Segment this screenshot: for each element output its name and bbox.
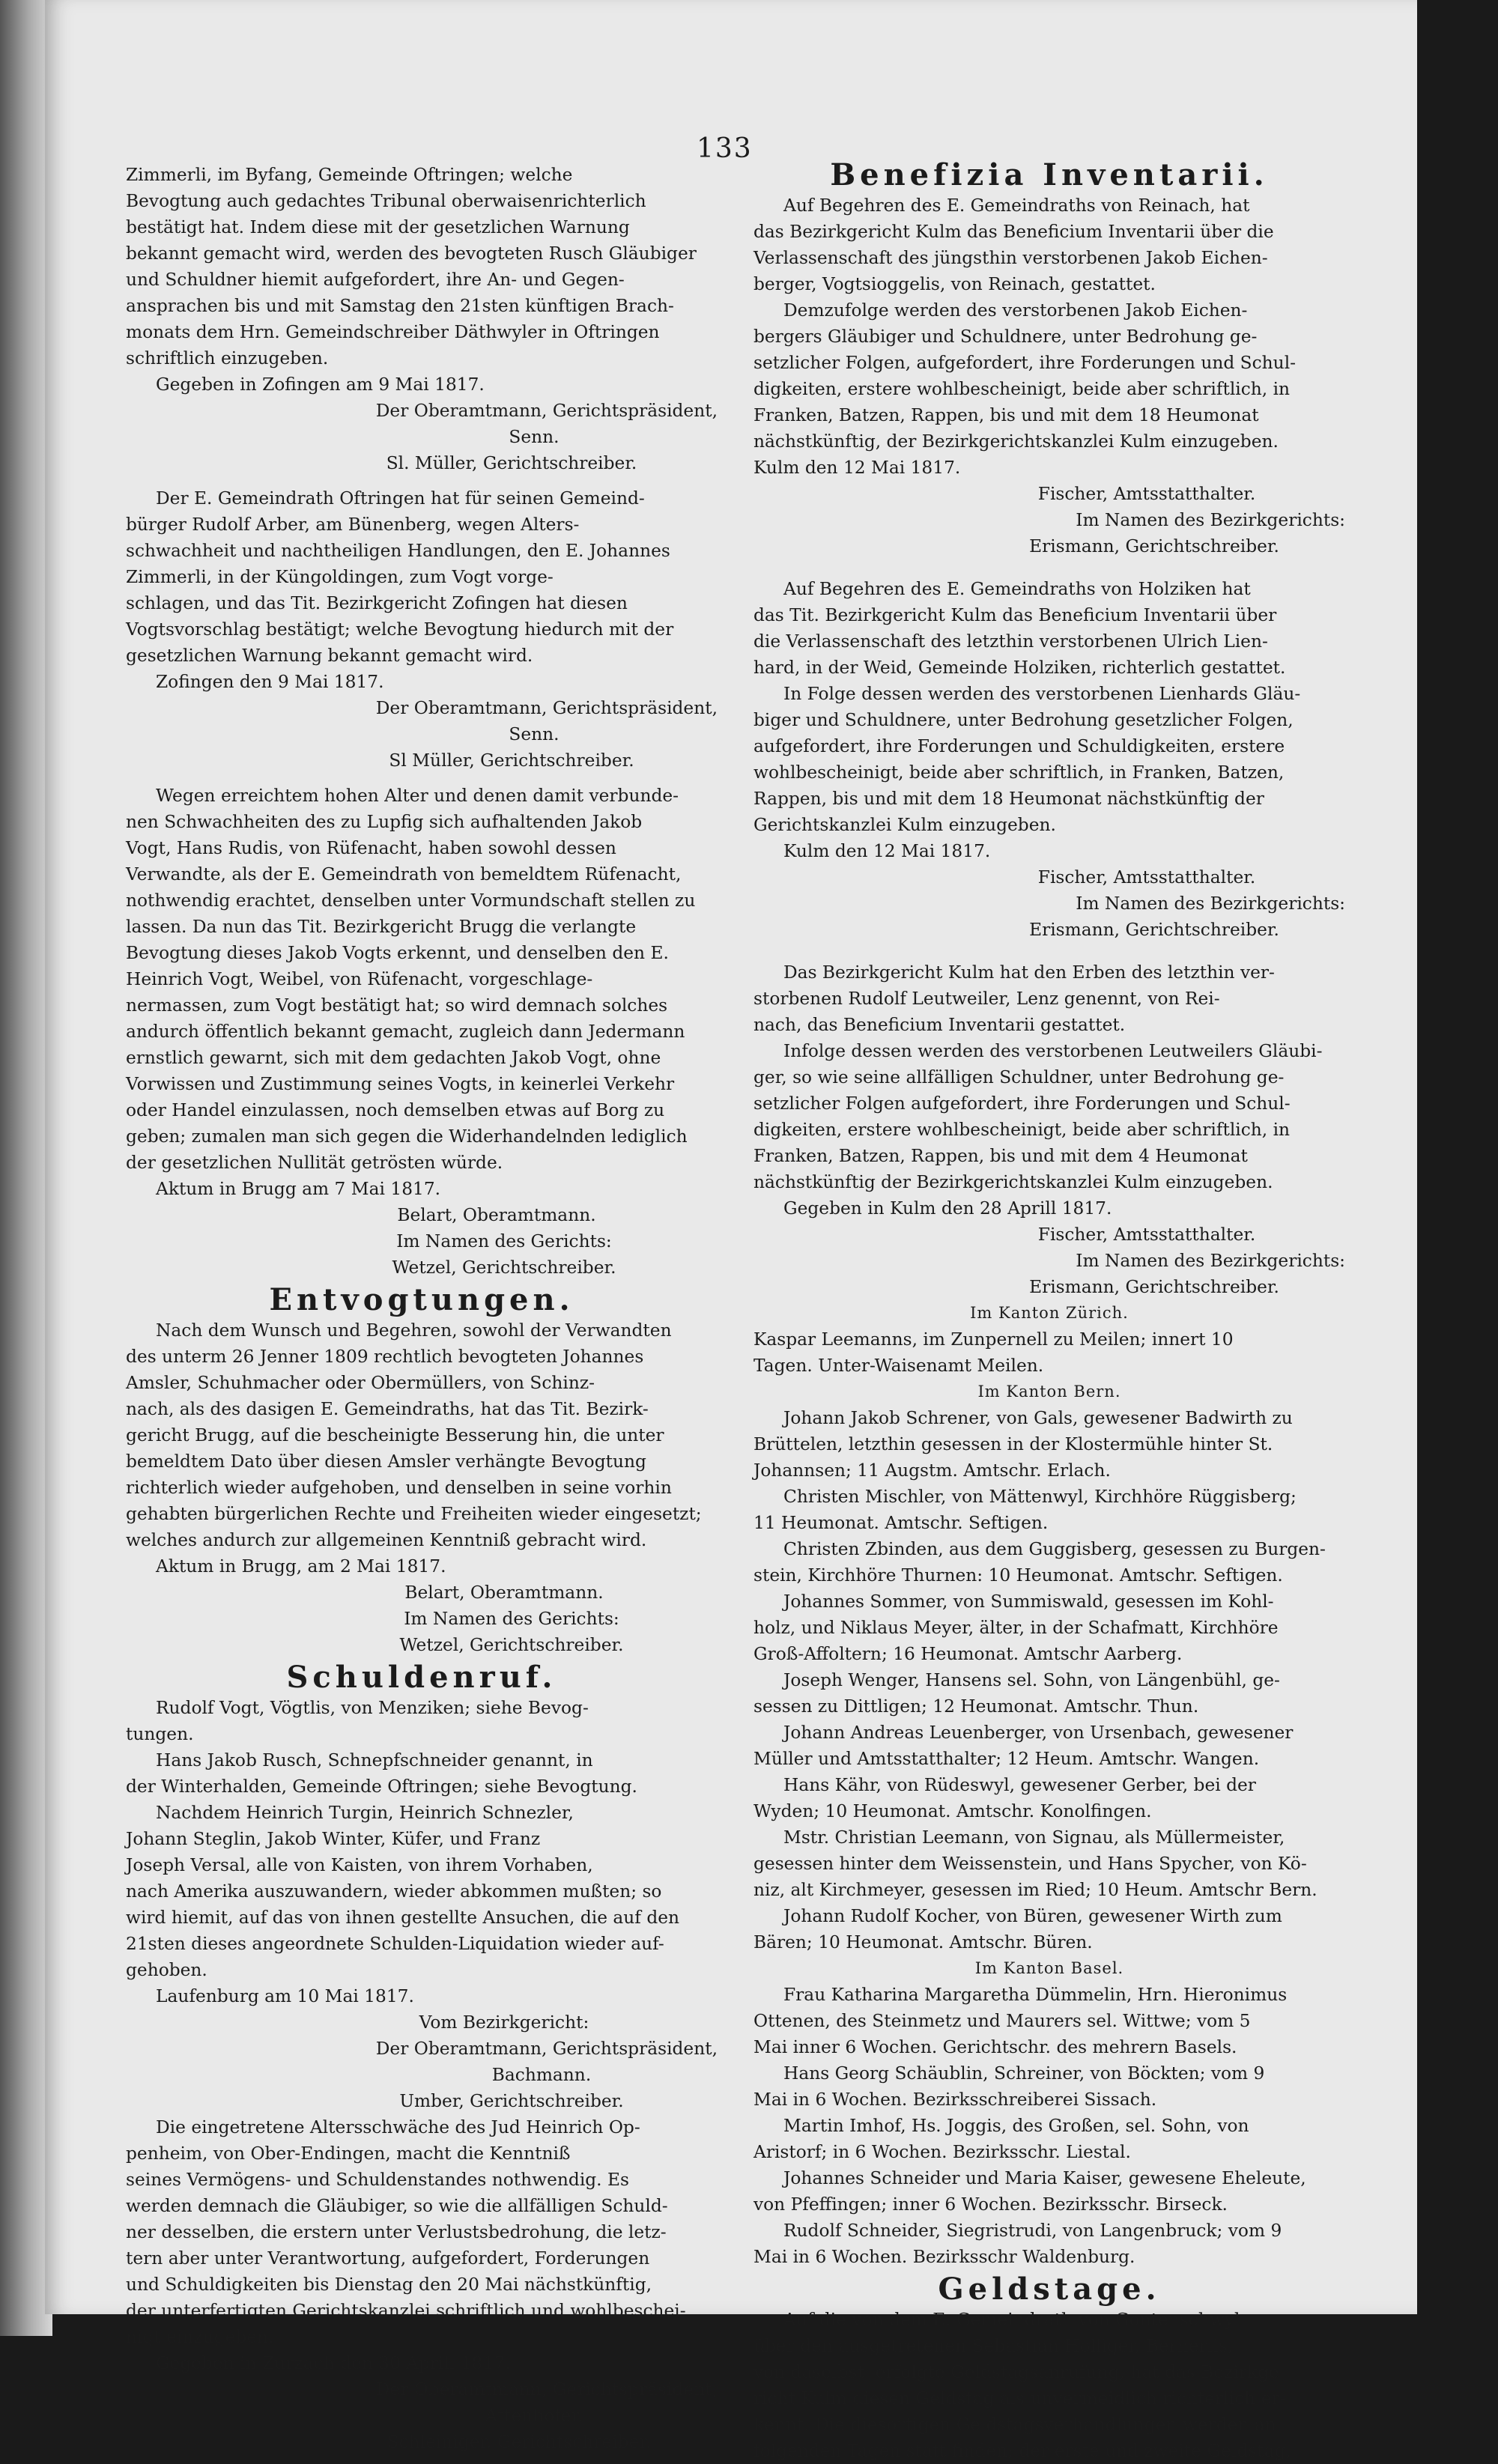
- notice-amsler: [126, 1317, 718, 1658]
- notice-date: Gegeben in Kulm den 28 Aprill 1817.: [783, 1198, 1112, 1219]
- text-line: Heinrich Vogt, Weibel, von Rüfenacht, vorgeschlage-: [126, 969, 593, 989]
- list-item: Groß-Affoltern; 16 Heumonat. Amtschr Aarberg.: [753, 1644, 1183, 1664]
- signature-line: Fischer, Amtsstatthalter.: [1037, 484, 1256, 504]
- text-line: Der E. Gemeindrath Oftringen hat für seinen Gemeind-: [156, 488, 645, 509]
- notice-lupfig: [126, 783, 718, 1281]
- signature-line: Im Namen des Bezirkgerichts:: [1076, 510, 1345, 530]
- text-line: Nachdem Heinrich Turgin, Heinrich Schnezler,: [156, 1803, 574, 1823]
- notice-date: Kulm den 12 Mai 1817.: [783, 841, 991, 861]
- text-line: der unterfertigten Gerichtskanzlei schriftlich und wohlbeschei-: [126, 2301, 686, 2321]
- text-line: Auf die von dem E. Gemeindrath von Gontenschwyl: [783, 2310, 1240, 2330]
- signature-line: Wetzel, Gerichtschreiber.: [399, 1635, 624, 1655]
- text-line: nächstkünftig, der Bezirkgerichtskanzlei Kulm einzugeben.: [753, 431, 1279, 452]
- text-line: folgenden Tagen statt finden; der erste und zweite Geldstag,: [753, 2441, 1291, 2461]
- notice-date: Gegeben in Zurzach den 30 Aprill 1817.: [156, 2353, 511, 2373]
- text-line: gehoben.: [126, 1960, 207, 1980]
- list-item: Hans Kähr, von Rüdeswyl, gewesener Gerber, bei der: [783, 1775, 1256, 1795]
- signature-line: Senn.: [509, 427, 560, 447]
- text-line: nächstkünftig der Bezirkgerichtskanzlei Kulm einzugeben.: [753, 1172, 1273, 1192]
- list-item: Rudolf Schneider, Siegristrudi, von Langenbruck; vom 9: [783, 2221, 1282, 2241]
- notice-vogt: [126, 1695, 718, 1747]
- text-line: Zimmerli, im Byfang, Gemeinde Oftringen; welche: [126, 165, 573, 185]
- text-line: von daselbst, erfolgte Geldstagsanrufung, hat das Bezirkge-: [753, 2362, 1285, 2382]
- text-line: setzlicher Folgen, aufgefordert, ihre Forderungen und Schul-: [753, 353, 1297, 373]
- columns: [126, 157, 1345, 2464]
- text-line: Joseph Versal, alle von Kaisten, von ihrem Vorhaben,: [126, 1855, 593, 1875]
- text-line: Franken, Batzen, Rappen, bis und mit dem 4 Heumonat: [753, 1146, 1248, 1166]
- text-line: tern aber unter Verantwortung, aufgefordert, Forderungen: [126, 2248, 650, 2269]
- list-bern: [753, 1405, 1345, 1955]
- signature-line: Sl. Müller, Gerichtschreiber.: [386, 453, 637, 473]
- heading-entvogtungen: Entvogtungen.: [269, 1282, 574, 1317]
- notice-kaisten: [126, 1800, 718, 2114]
- heading-schuldenruf: Schuldenruf.: [286, 1660, 557, 1695]
- signature-line: Umber, Gerichtschreiber.: [399, 2091, 624, 2111]
- list-item: Brüttelen, letzthin gesessen in der Klostermühle hinter St.: [753, 1434, 1273, 1454]
- signature-line: Belart, Oberamtmann.: [397, 1205, 596, 1225]
- notice-oppenheim: [126, 2114, 718, 2455]
- signature-line: Im Namen des Bezirkgerichts:: [1076, 893, 1345, 914]
- kanton-heading-bern: Im Kanton Bern.: [977, 1383, 1121, 1401]
- text-line: und Schuldigkeiten bis Dienstag den 20 Mai nächstkünftig,: [126, 2275, 652, 2295]
- text-line: gehabten bürgerlichen Rechte und Freiheiten wieder eingesetzt;: [126, 1504, 702, 1524]
- text-line: ner desselben, die erstern unter Verlustsbedrohung, die letz-: [126, 2222, 667, 2242]
- text-line: seines Vermögens- und Schuldenstandes nothwendig. Es: [126, 2170, 629, 2190]
- text-line: oder Handel einzulassen, noch demselben etwas auf Borg zu: [126, 1100, 665, 1120]
- text-line: Amsler, Schuhmacher oder Obermüllers, von Schinz-: [126, 1373, 595, 1393]
- list-item: Martin Imhof, Hs. Joggis, des Großen, sel. Sohn, von: [783, 2116, 1249, 2136]
- text-line: nen Schwachheiten des zu Lupfig sich aufhaltenden Jakob: [126, 812, 643, 832]
- text-line: 21sten dieses angeordnete Schulden-Liquidation wieder auf-: [126, 1934, 664, 1954]
- notice-lienhard: [753, 576, 1345, 943]
- kanton-heading-zurich: Im Kanton Zürich.: [970, 1304, 1129, 1322]
- text-line: Bevogtung dieses Jakob Vogts erkennt, und denselben den E.: [126, 943, 669, 963]
- page-number: 133: [697, 133, 753, 164]
- text-line: wird hiemit, auf das von ihnen gestellte Ansuchen, die auf den: [126, 1908, 680, 1928]
- text-line: setzlicher Folgen aufgefordert, ihre Forderungen und Schul-: [753, 1093, 1291, 1114]
- text-line: nigt einzugeben.: [126, 2327, 274, 2347]
- text-line: die Verlassenschaft des letzthin verstorbenen Ulrich Lien-: [753, 631, 1268, 652]
- signature-line: Vom Bezirkgericht:: [419, 2012, 589, 2033]
- text-line: Johann Steglin, Jakob Winter, Küfer, und Franz: [126, 1829, 541, 1849]
- list-item: Johannes Sommer, von Summiswald, gesessen im Kohl-: [783, 1591, 1274, 1612]
- list-item: sessen zu Dittligen; 12 Heumonat. Amtschr. Thun.: [753, 1696, 1199, 1717]
- signature-line: Wetzel, Gerichtschreiber.: [392, 1257, 616, 1278]
- text-line: des unterm 26 Jenner 1809 rechtlich bevogteten Johannes: [126, 1347, 644, 1367]
- text-line: nothwendig erachtet, denselben unter Vormundschaft stellen zu: [126, 890, 696, 911]
- text-line: schlagen, und das Tit. Bezirkgericht Zofingen hat diesen: [126, 593, 628, 613]
- text-line: nach Amerika auszuwandern, wieder abkommen mußten; so: [126, 1881, 662, 1902]
- signature-line: Der Oberamtmann, Gerichtspräsident,: [375, 2039, 718, 2059]
- signature-line: Erismann, Gerichtschreiber.: [1029, 536, 1279, 556]
- text-line: Verwandte, als der E. Gemeindrath von bemeldtem Rüfenacht,: [126, 864, 682, 884]
- signature-line: Erismann, Gerichtschreiber.: [1029, 920, 1279, 940]
- list-item: Aristorf; in 6 Wochen. Bezirksschr. Liestal.: [753, 2142, 1131, 2162]
- signature-line: Fischer, Amtsstatthalter.: [1037, 1225, 1256, 1245]
- text-line: gericht Brugg, auf die bescheinigte Besserung hin, die unter: [126, 1425, 664, 1445]
- list-item: Christen Zbinden, aus dem Guggisberg, gesessen zu Burgen-: [783, 1539, 1326, 1559]
- text-line: nach, das Beneficium Inventarii gestattet.: [753, 1015, 1126, 1035]
- text-line: ernstlich gewarnt, sich mit dem gedachten Jakob Vogt, ohne: [126, 1048, 661, 1068]
- newspaper-page: [45, 0, 1417, 2461]
- signature-line: Fischer, Amtsstatthalter.: [1037, 867, 1256, 887]
- list-item: Johannes Schneider und Maria Kaiser, gewesene Eheleute,: [783, 2168, 1306, 2188]
- list-item: Frau Katharina Margaretha Dümmelin, Hrn. Hieronimus: [783, 1985, 1288, 2005]
- text-line: richterlich wieder aufgehoben, und denselben in seine vorhin: [126, 1478, 672, 1498]
- text-line: Wegen erreichtem hohen Alter und denen damit verbunde-: [156, 786, 679, 806]
- list-item: Joseph Wenger, Hansens sel. Sohn, von Längenbühl, ge-: [783, 1670, 1280, 1690]
- text-line: das Bezirkgericht Kulm das Beneficium Inventarii über die: [753, 222, 1274, 242]
- notice-date: Kulm den 12 Mai 1817.: [753, 458, 961, 478]
- signature-line: Bachmann.: [491, 2065, 592, 2085]
- text-line: bekannt gemacht wird, werden des bevogteten Rusch Gläubiger: [126, 243, 697, 264]
- notice-rusch: [126, 1747, 718, 1800]
- text-line: bestätigt hat. Indem diese mit der gesetzlichen Warnung: [126, 217, 630, 237]
- text-line: andurch öffentlich bekannt gemacht, zugleich dann Jedermann: [126, 1022, 685, 1042]
- signature-line: Belart, Oberamtmann.: [404, 1583, 604, 1603]
- list-item: Wyden; 10 Heumonat. Amtschr. Konolfingen.: [753, 1801, 1152, 1821]
- list-item: Mai in 6 Wochen. Bezirksschr Waldenburg.: [753, 2247, 1135, 2267]
- list-item: Bären; 10 Heumonat. Amtschr. Büren.: [753, 1932, 1093, 1952]
- right-column: [753, 157, 1345, 2464]
- list-item: holz, und Niklaus Meyer, älter, in der Schafmatt, Kirchhöre: [753, 1618, 1279, 1638]
- text-line: Gerichtskanzlei Kulm einzugeben.: [753, 815, 1056, 835]
- text-line: Vogt, Hans Rudis, von Rüfenacht, haben sowohl dessen: [126, 838, 616, 858]
- text-line: digkeiten, erstere wohlbescheinigt, beide aber schriftlich, in: [753, 1120, 1291, 1140]
- kanton-heading-basel: Im Kanton Basel.: [974, 1959, 1124, 1977]
- text-line: Rudolf Vogt, Vögtlis, von Menziken; siehe Bevog-: [156, 1698, 589, 1718]
- text-line: werden demnach die Gläubiger, so wie die allfälligen Schuld-: [126, 2196, 668, 2216]
- text-line: welches andurch zur allgemeinen Kenntniß gebracht wird.: [126, 1530, 647, 1550]
- list-basel: [753, 1982, 1345, 2270]
- text-line: Infolge dessen werden des verstorbenen Leutweilers Gläubi-: [783, 1041, 1323, 1061]
- list-item: Tagen. Unter-Waisenamt Meilen.: [753, 1356, 1044, 1376]
- signature-line: Senn.: [509, 724, 560, 744]
- text-line: biger und Schuldnere, unter Bedrohung gesetzlicher Folgen,: [753, 710, 1294, 730]
- text-line: schriftlich einzugeben.: [126, 348, 329, 368]
- signature-line: Im Namen des Bezirkgerichts:: [1076, 1251, 1345, 1271]
- signature-line: Der Oberamtmann, Gerichtspräsident,: [375, 2379, 718, 2400]
- list-item: 11 Heumonat. Amtschr. Seftigen.: [753, 1513, 1049, 1533]
- text-line: bürger Rudolf Arber, am Bünenberg, wegen Alters-: [126, 515, 580, 535]
- signature-line: Schleiniger, Gerichtschreiber.: [386, 2432, 652, 2452]
- text-line: kennt. Die diesörtigen Geldstagsverhandlungen werden an: [753, 2415, 1276, 2435]
- text-line: monats dem Hrn. Gemeindschreiber Däthwyler in Oftringen: [126, 322, 660, 342]
- text-line: Franken, Batzen, Rappen, bis und mit dem 18 Heumonat: [753, 405, 1259, 425]
- text-line: nermassen, zum Vogt bestätigt hat; so wird demnach solches: [126, 995, 668, 1016]
- heading-benefizia: Benefizia Inventarii.: [830, 157, 1269, 192]
- list-item: Mai inner 6 Wochen. Gerichtschr. des mehrern Basels.: [753, 2037, 1237, 2057]
- notice-date: Laufenburg am 10 Mai 1817.: [156, 1986, 414, 2006]
- notice-holliger: [753, 2307, 1345, 2464]
- signature-line: Der Oberamtmann, Gerichtspräsident,: [375, 401, 718, 421]
- list-item: Mstr. Christian Leemann, von Signau, als Müllermeister,: [783, 1827, 1285, 1848]
- text-line: gesetzlichen Warnung bekannt gemacht wird.: [126, 646, 533, 666]
- notice-date: Zofingen den 9 Mai 1817.: [156, 672, 384, 692]
- text-line: ger, so wie seine allfälligen Schuldner, unter Bedrohung ge-: [753, 1067, 1285, 1087]
- text-line: bemeldtem Dato über diesen Amsler verhängte Bevogtung: [126, 1451, 646, 1472]
- text-line: Das Bezirkgericht Kulm hat den Erben des letzthin ver-: [783, 962, 1275, 983]
- text-line: Auf Begehren des E. Gemeindraths von Reinach, hat: [783, 195, 1250, 216]
- notice-date: Gegeben in Zofingen am 9 Mai 1817.: [156, 374, 485, 395]
- text-line: tungen.: [126, 1724, 194, 1744]
- text-line: Bevogtung auch gedachtes Tribunal oberwaisenrichterlich: [126, 191, 646, 211]
- signature-line: Sl Müller, Gerichtschreiber.: [389, 750, 634, 771]
- text-line: geben; zumalen man sich gegen die Widerhandelnden lediglich: [126, 1126, 688, 1147]
- text-line: storbenen Rudolf Leutweiler, Lenz genennt, von Rei-: [753, 989, 1220, 1009]
- list-zurich: [753, 1326, 1345, 1379]
- text-line: penheim, von Ober-Endingen, macht die Kenntniß: [126, 2143, 571, 2164]
- left-column: [126, 162, 718, 2464]
- text-line: der Winterhalden, Gemeinde Oftringen; siehe Bevogtung.: [126, 1776, 637, 1797]
- text-line: Hans Jakob Rusch, Schnepfschneider genannt, in: [156, 1750, 593, 1770]
- text-line: schwachheit und nachtheiligen Handlungen, den E. Johannes: [126, 541, 670, 561]
- text-line: Vogtsvorschlag bestätigt; welche Bevogtung hiedurch mit der: [126, 619, 674, 640]
- list-item: von Pfeffingen; inner 6 Wochen. Bezirksschr. Birseck.: [753, 2194, 1228, 2215]
- text-line: Nach dem Wunsch und Begehren, sowohl der Verwandten: [156, 1320, 672, 1341]
- text-line: Zimmerli, in der Küngoldingen, zum Vogt vorge-: [126, 567, 554, 587]
- list-item: Ottenen, des Steinmetz und Maurers sel. Wittwe; vom 5: [753, 2011, 1251, 2031]
- text-line: der gesetzlichen Nullität getrösten würde.: [126, 1153, 503, 1173]
- text-line: das Tit. Bezirkgericht Kulm das Beneficium Inventarii über: [753, 605, 1277, 625]
- intro-notice: [126, 162, 718, 476]
- signature-line: Erismann, Gerichtschreiber.: [1029, 1277, 1279, 1297]
- heading-geldstage: Geldstage.: [938, 2272, 1161, 2307]
- notice-date: Aktum in Brugg am 7 Mai 1817.: [156, 1179, 441, 1199]
- text-line: lassen. Da nun das Tit. Bezirkgericht Brugg die verlangte: [126, 917, 637, 937]
- list-item: gesessen hinter dem Weissenstein, und Hans Spycher, von Kö-: [753, 1854, 1307, 1874]
- text-line: Demzufolge werden des verstorbenen Jakob Eichen-: [783, 300, 1248, 321]
- text-line: Verlassenschaft des jüngsthin verstorbenen Jakob Eichen-: [753, 248, 1268, 268]
- notice-oftringen: [126, 485, 718, 774]
- text-line: aufgefordert, ihre Forderungen und Schuldigkeiten, erstere: [753, 736, 1285, 756]
- signature-line: Im Namen des Gerichts:: [396, 1231, 612, 1251]
- notice-leutweiler: [753, 959, 1345, 1300]
- list-item: Johann Rudolf Kocher, von Büren, gewesener Wirth zum: [783, 1906, 1282, 1926]
- text-line: Die eingetretene Altersschwäche des Jud Heinrich Op-: [156, 2117, 640, 2137]
- list-item: Mai in 6 Wochen. Bezirksschreiberei Sissach.: [753, 2090, 1157, 2110]
- list-item: Müller und Amtsstatthalter; 12 Heum. Amtschr. Wangen.: [753, 1749, 1260, 1769]
- text-line: berger, Vogtsioggelis, von Reinach, gestattet.: [753, 274, 1156, 294]
- text-line: über den ausgetretenen Sebastian Holliger, Bernerlis,: [753, 2336, 1234, 2356]
- list-item: Hans Georg Schäublin, Schreiner, von Böckten; vom 9: [783, 2063, 1265, 2084]
- list-item: Christen Mischler, von Mättenwyl, Kirchhöre Rüggisberg;: [783, 1487, 1297, 1507]
- signature-line: Der Oberamtmann, Gerichtspräsident,: [375, 698, 718, 718]
- list-item: niz, alt Kirchmeyer, gesessen im Ried; 10 Heum. Amtschr Bern.: [753, 1880, 1317, 1900]
- text-line: nach, als des dasigen E. Gemeindraths, hat das Tit. Bezirk-: [126, 1399, 649, 1419]
- text-line: und Schuldner hiemit aufgefordert, ihre An- und Gegen-: [126, 270, 625, 290]
- signature-line: Im Namen des Gerichts:: [404, 1609, 619, 1629]
- list-item: Johann Jakob Schrener, von Gals, gewesener Badwirth zu: [783, 1408, 1293, 1428]
- text-line: digkeiten, erstere wohlbescheinigt, beide aber schriftlich, in: [753, 379, 1291, 399]
- list-item: Johannsen; 11 Augstm. Amtschr. Erlach.: [753, 1460, 1111, 1481]
- text-line: ansprachen bis und mit Samstag den 21sten künftigen Brach-: [126, 296, 674, 316]
- list-item: stein, Kirchhöre Thurnen: 10 Heumonat. Amtschr. Seftigen.: [753, 1565, 1283, 1585]
- text-line: Vorwissen und Zustimmung seines Vogts, in keinerlei Verkehr: [126, 1074, 675, 1094]
- text-line: Auf Begehren des E. Gemeindraths von Holziken hat: [783, 579, 1251, 599]
- text-line: Rappen, bis und mit dem 18 Heumonat nächstkünftig der: [753, 789, 1264, 809]
- text-line: richt Kulm diesen Geldstag als unvermeidlich richterlich er-: [753, 2388, 1286, 2409]
- list-item: Johann Andreas Leuenberger, von Ursenbach, gewesener: [783, 1723, 1294, 1743]
- list-item: Kaspar Leemanns, im Zunpernell zu Meilen; innert 10: [753, 1329, 1234, 1350]
- text-line: In Folge dessen werden des verstorbenen Lienhards Gläu-: [783, 684, 1301, 704]
- notice-date: Aktum in Brugg, am 2 Mai 1817.: [156, 1556, 446, 1577]
- notice-eichenberger: [753, 192, 1345, 559]
- text-line: bergers Gläubiger und Schuldnere, unter Bedrohung ge-: [753, 327, 1258, 347]
- text-line: hard, in der Weid, Gemeinde Holziken, richterlich gestattet.: [753, 658, 1286, 678]
- signature-line: Attenhofer.: [485, 2406, 583, 2426]
- text-line: wohlbescheinigt, beide aber schriftlich, in Franken, Batzen,: [753, 762, 1285, 783]
